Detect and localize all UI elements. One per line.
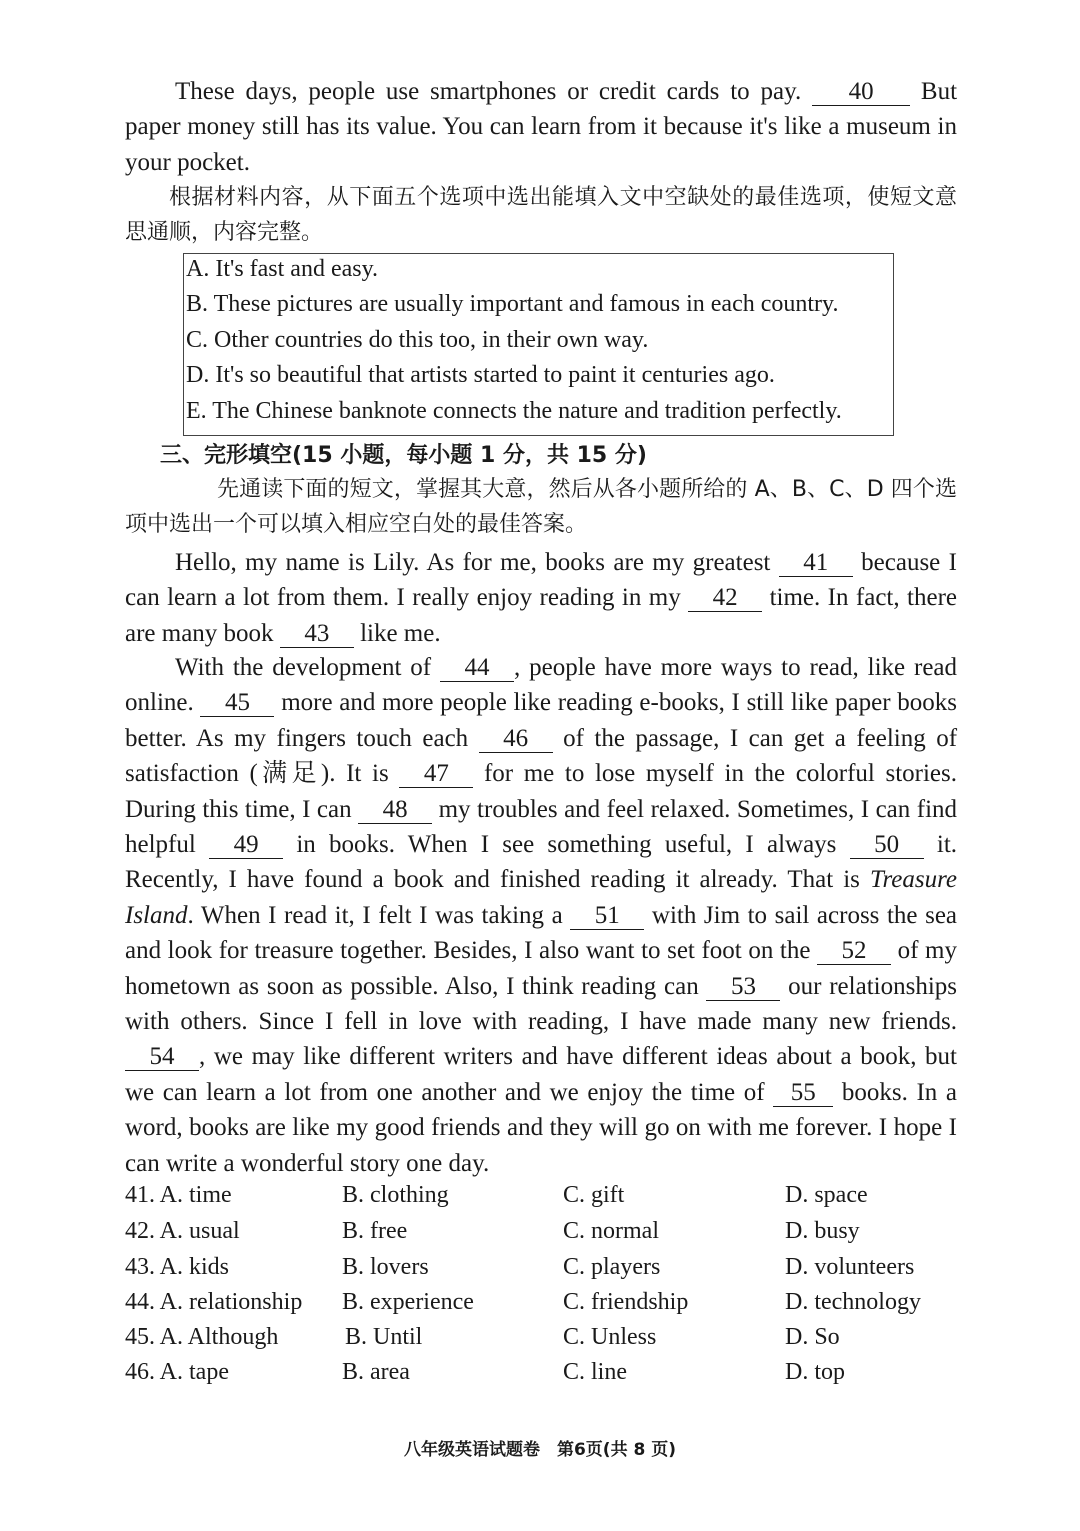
choice-44-a[interactable]: 44. A. relationship — [125, 1289, 303, 1315]
choice-46-d[interactable]: D. top — [785, 1359, 845, 1385]
passage-text: These days, people use smartphones or credit cards to pay. — [175, 78, 802, 105]
passage-text: , we may like different writers and have different ideas about a book, but we can learn a lot from one another and we enjoy the time of — [125, 1043, 957, 1106]
passage-text: it. Recently, I have found a book and finished reading it already. That is — [125, 831, 958, 894]
section-title: 三、完形填空(15 小题，每小题 1 分，共 15 分) — [160, 443, 647, 468]
section-instruction: 先通读下面的短文，掌握其大意，然后从各小题所给的 A、B、C、D 四个选项中选出一个可以填入相应空白处的最佳答案。 — [125, 477, 957, 538]
choice-42-b[interactable]: B. free — [342, 1218, 408, 1244]
choice-45-d[interactable]: D. So — [785, 1324, 840, 1350]
passage-text: With the development of — [175, 654, 432, 681]
blank-41[interactable]: 41 — [779, 550, 853, 577]
option-b: B. These pictures are usually important and famous in each country. — [186, 291, 839, 317]
option-a: A. It's fast and easy. — [186, 256, 379, 282]
passage-text: But paper money still has its value. You can learn from it because it's like a museum in your pocket. — [125, 78, 958, 176]
choice-42-d[interactable]: D. busy — [785, 1218, 860, 1244]
cloze-paragraph-1 — [125, 545, 957, 651]
cloze-paragraph-2 — [125, 650, 957, 1181]
choice-43-c[interactable]: C. players — [563, 1254, 661, 1280]
choice-row-42 — [0, 1218, 1080, 1252]
passage-text: for me to lose myself in the colorful stories. During this time, I can — [125, 760, 958, 823]
choice-42-a[interactable]: 42. A. usual — [125, 1218, 240, 1244]
blank-42[interactable]: 42 — [688, 585, 762, 612]
choice-43-d[interactable]: D. volunteers — [785, 1254, 915, 1280]
passage-text: more and more people like reading e-books, I still like paper books better. As my fingers touch each — [125, 689, 957, 752]
blank-46[interactable]: 46 — [479, 726, 553, 753]
blank-49[interactable]: 49 — [209, 832, 283, 859]
choice-45-a[interactable]: 45. A. Although — [125, 1324, 279, 1350]
choice-row-44 — [0, 1289, 1080, 1323]
passage-text: with Jim to sail across the sea and look for treasure together. Besides, I also want to set foot on the — [125, 901, 958, 965]
choice-41-a[interactable]: 41. A. time — [125, 1182, 232, 1208]
blank-52[interactable]: 52 — [817, 938, 891, 965]
passage-top — [125, 74, 957, 180]
page-footer: 八年级英语试题卷 第6页(共 8 页) — [403, 1440, 677, 1460]
choice-41-b[interactable]: B. clothing — [342, 1182, 449, 1208]
passage-text: our relationships with others. Since I fell in love with reading, I have made many new friends. — [125, 972, 957, 1036]
blank-44[interactable]: 44 — [440, 655, 514, 682]
choice-43-a[interactable]: 43. A. kids — [125, 1254, 230, 1280]
blank-55[interactable]: 55 — [773, 1080, 833, 1107]
choice-41-c[interactable]: C. gift — [563, 1182, 625, 1208]
passage-text: books. In a word, books are like my good friends and they will go on with me forever. I hope I can write a wonderful story one day. — [125, 1078, 958, 1177]
choice-43-b[interactable]: B. lovers — [342, 1254, 429, 1280]
choice-row-45 — [0, 1324, 1080, 1358]
choice-42-c[interactable]: C. normal — [563, 1218, 659, 1244]
blank-53[interactable]: 53 — [706, 974, 780, 1001]
option-c: C. Other countries do this too, in their own way. — [186, 327, 649, 353]
choice-row-41 — [0, 1182, 1080, 1216]
option-e: E. The Chinese banknote connects the nature and tradition perfectly. — [186, 398, 842, 424]
choice-46-b[interactable]: B. area — [342, 1359, 410, 1385]
choice-46-a[interactable]: 46. A. tape — [125, 1359, 229, 1385]
choice-44-d[interactable]: D. technology — [785, 1289, 921, 1315]
blank-43[interactable]: 43 — [280, 621, 354, 648]
option-d: D. It's so beautiful that artists started to paint it centuries ago. — [186, 362, 775, 388]
choice-46-c[interactable]: C. line — [563, 1359, 627, 1385]
passage-text: my troubles and feel relaxed. Sometimes, I can find helpful — [125, 795, 958, 859]
passage-text: . When I read it, I felt I was taking a — [187, 901, 563, 929]
choice-45-b[interactable]: B. Until — [345, 1324, 423, 1350]
passage-text: time. In fact, there are many book — [125, 584, 958, 647]
passage-text: , people have more ways to read, like read online. — [125, 654, 958, 717]
blank-47[interactable]: 47 — [399, 761, 473, 788]
passage-text: of my hometown as soon as possible. Also, I think reading can — [125, 937, 957, 1000]
choice-row-46 — [0, 1359, 1080, 1393]
instruction-seven-choose-five: 根据材料内容，从下面五个选项中选出能填入文中空缺处的最佳选项，使短文意思通顺，内容完整。 — [125, 185, 957, 246]
choice-44-c[interactable]: C. friendship — [563, 1289, 689, 1315]
blank-51[interactable]: 51 — [570, 903, 644, 930]
blank-50[interactable]: 50 — [850, 832, 924, 859]
book-title: Treasure Island — [125, 866, 957, 929]
blank-40[interactable]: 40 — [812, 79, 910, 106]
blank-48[interactable]: 48 — [358, 797, 432, 824]
choice-row-43 — [0, 1254, 1080, 1288]
blank-45[interactable]: 45 — [200, 690, 274, 717]
choice-44-b[interactable]: B. experience — [342, 1289, 474, 1315]
passage-text: in books. When I see something useful, I always — [296, 831, 837, 859]
blank-54[interactable]: 54 — [125, 1044, 199, 1071]
choice-45-c[interactable]: C. Unless — [563, 1324, 657, 1350]
choice-41-d[interactable]: D. space — [785, 1182, 868, 1208]
passage-text: because I can learn a lot from them. I really enjoy reading in my — [125, 549, 957, 612]
passage-text: like me. — [360, 619, 441, 647]
passage-text: Hello, my name is Lily. As for me, books are my greatest — [175, 549, 771, 576]
passage-text: of the passage, I can get a feeling of satisfaction (满足). It is — [125, 724, 958, 788]
